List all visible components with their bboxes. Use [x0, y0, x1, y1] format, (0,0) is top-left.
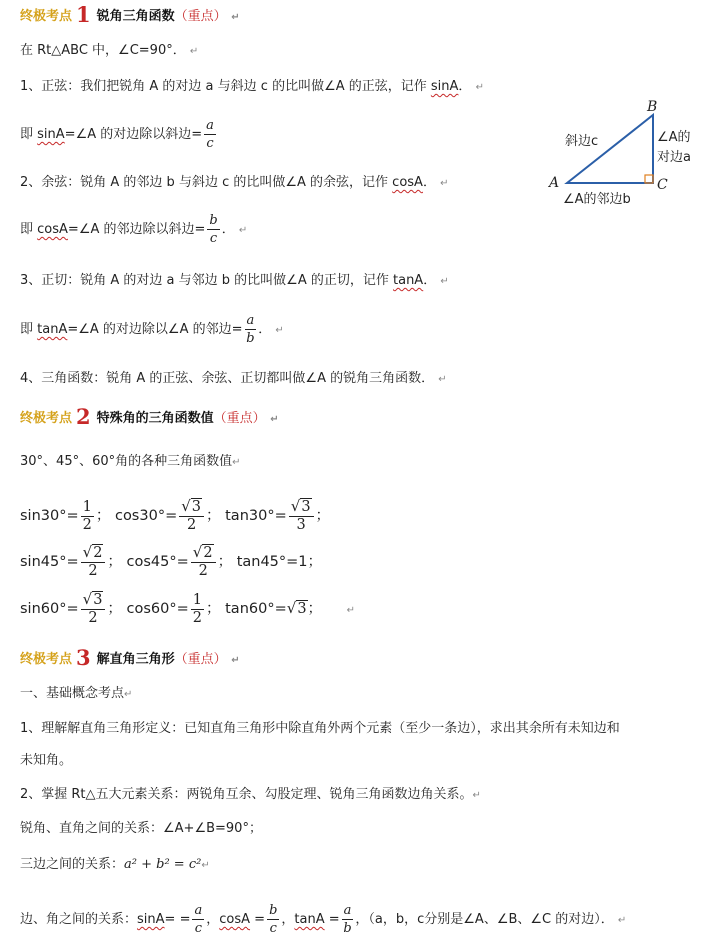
cos30-label: cos30°= [114, 508, 178, 524]
return-mark-icon: ↵ [189, 46, 199, 57]
text: 锐角、直角之间的关系：∠A+∠B=90°； [20, 821, 262, 836]
term-tana: tanA [294, 912, 325, 927]
denominator: c [194, 921, 202, 936]
numerator [179, 498, 204, 517]
separator: ； [217, 554, 233, 570]
term-sina: sinA [37, 127, 65, 142]
denominator: 2 [82, 516, 92, 533]
term-sina: sinA [430, 79, 459, 94]
text: = [250, 912, 266, 927]
text: 一、基础概念考点 [20, 686, 125, 701]
text: ． [423, 273, 437, 288]
numerator [81, 591, 106, 610]
radicand: 3 [297, 601, 307, 617]
sin45-label: sin45°= [20, 554, 79, 570]
return-mark-icon: ↵ [232, 457, 241, 468]
text: 三边之间的关系： [20, 857, 125, 872]
numerator: 1 [82, 498, 92, 515]
sin45-value [81, 544, 106, 580]
denominator: c [209, 231, 218, 246]
opposite-label-line1: ∠A的 [657, 130, 691, 145]
text: 1、理解解直角三角形定义：已知直角三角形中除直角外两个元素（至少一条边），求出其余所有未知边和 [20, 721, 620, 736]
fraction-a-over-b [245, 312, 257, 347]
cos45-value [191, 544, 216, 580]
opposite-label-line2: 对边a [657, 150, 691, 165]
text: =∠A 的对边除以∠A 的邻边= [67, 322, 243, 337]
vertex-c-label: C [657, 177, 668, 193]
s1-intro [20, 42, 198, 61]
s3-angle-relation [20, 820, 262, 838]
separator: ； [107, 554, 122, 570]
s3-definition-line1 [20, 720, 620, 738]
term-cosa: cosA [37, 222, 68, 237]
tan60-label: tan60°= [225, 601, 287, 617]
cos60-label: cos60°= [126, 601, 189, 617]
s3-five-elements [20, 786, 481, 805]
denominator: 2 [192, 609, 203, 626]
s1-tangent-formula [20, 312, 284, 349]
numerator: a [246, 313, 255, 328]
numerator [289, 498, 314, 517]
text: = = [164, 912, 191, 927]
return-mark-icon: ↵ [440, 276, 449, 287]
separator: ； [315, 508, 331, 524]
cos30-value [179, 498, 204, 534]
return-mark-icon: ↵ [275, 325, 284, 336]
numerator: a [343, 903, 352, 918]
fraction-a-over-b [342, 902, 354, 937]
return-mark-icon: ↵ [124, 689, 133, 700]
special-values-row-45 [20, 542, 322, 582]
heading-number: 2 [76, 404, 91, 429]
return-mark-icon: ↵ [440, 178, 449, 189]
s1-sine-def [20, 78, 484, 97]
text: 2、掌握 Rt△五大元素关系：两锐角互余、勾股定理、锐角三角函数边角关系。 [20, 787, 473, 802]
return-mark-icon: ↵ [231, 655, 240, 666]
s1-cosine-formula [20, 212, 247, 249]
s2-intro [20, 453, 241, 472]
return-mark-icon: ↵ [270, 414, 279, 425]
pythagorean-formula: a² + b² = c² [124, 857, 202, 872]
text: = [324, 912, 340, 927]
heading-note: （重点） [213, 411, 266, 426]
heading-number: 3 [76, 645, 91, 670]
denominator: 2 [88, 563, 98, 579]
text: 3、正切：锐角 A 的对边 a 与邻边 b 的比叫做∠A 的正切，记作 [20, 273, 393, 288]
sqrt: √3 [290, 497, 311, 515]
sqrt: √2 [82, 543, 103, 561]
term-sina: sinA [137, 912, 165, 927]
triangle-shape [567, 115, 653, 183]
text: ． [458, 79, 472, 94]
adjacent-label: ∠A的邻边b [563, 192, 631, 207]
separator: ； [95, 508, 111, 524]
s3-side-angle-relation [20, 900, 626, 941]
return-mark-icon: ↵ [346, 605, 356, 616]
heading-note: （重点） [174, 652, 227, 667]
sqrt: √3 [181, 497, 202, 515]
term-tana: tanA [393, 273, 424, 288]
radicand: 3 [191, 499, 202, 515]
numerator: b [269, 903, 278, 918]
radicand: 2 [93, 545, 103, 561]
cos45-label: cos45°= [126, 554, 189, 570]
separator: ； [307, 554, 323, 570]
fraction-b-over-c [207, 212, 219, 247]
denominator: 3 [296, 517, 306, 533]
vertex-b-label: B [647, 99, 658, 115]
denominator: b [246, 331, 255, 346]
return-mark-icon: ↵ [201, 860, 210, 871]
numerator [191, 544, 216, 563]
radicand: 3 [93, 592, 103, 608]
sin60-label: sin60°= [20, 601, 79, 617]
heading-title: 特殊角的三角函数值 [96, 411, 214, 426]
section-heading-3 [20, 645, 240, 670]
text: =∠A 的对边除以斜边= [64, 127, 203, 142]
text: 30°、45°、60°角的各种三角函数值 [20, 454, 233, 469]
denominator: 2 [198, 563, 208, 579]
s1-trig-functions [20, 370, 447, 389]
return-mark-icon: ↵ [438, 374, 447, 385]
separator: ； [206, 508, 221, 524]
denominator: 2 [187, 517, 197, 533]
text: 边、角之间的关系： [20, 912, 138, 927]
denominator: b [343, 921, 352, 936]
numerator: 1 [192, 591, 203, 608]
right-angle-marker [645, 175, 653, 183]
text: ，（a，b，c分别是∠A、∠B、∠C 的对边）． [355, 912, 614, 927]
heading-label: 终极考点 [20, 411, 73, 426]
special-values-row-30 [20, 496, 330, 536]
vertex-a-label: A [549, 175, 560, 191]
return-mark-icon: ↵ [475, 82, 484, 93]
text: =∠A 的邻边除以斜边= [67, 222, 206, 237]
cos60-value [191, 592, 204, 627]
tan30-label: tan30°= [225, 508, 287, 524]
text: 2、余弦：锐角 A 的邻边 b 与斜边 c 的比叫做∠A 的余弦，记作 [20, 175, 393, 190]
term-cosa: cosA [219, 912, 251, 927]
tan60-value: √3 [286, 599, 307, 617]
heading-title: 锐角三角函数 [96, 9, 175, 24]
s3-definition-line2 [20, 752, 72, 770]
section-heading-2 [20, 404, 279, 429]
return-mark-icon: ↵ [617, 915, 627, 926]
s1-sine-formula [20, 117, 218, 153]
sin30-value [81, 499, 94, 534]
return-mark-icon: ↵ [472, 790, 481, 801]
hypotenuse-label: 斜边c [565, 134, 599, 149]
tan45-label: tan45°=1 [236, 554, 308, 570]
separator: ； [307, 601, 323, 617]
s1-tangent-def [20, 272, 449, 291]
separator: ； [206, 601, 221, 617]
fraction-b-over-c [267, 902, 279, 937]
text: ， [281, 912, 295, 927]
special-values-row-60 [20, 588, 355, 631]
s3-basic-concepts [20, 685, 132, 704]
text: 即 [20, 127, 38, 142]
radicand: 3 [301, 499, 311, 515]
text: 1、正弦：我们把锐角 A 的对边 a 与斜边 c 的比叫做∠A 的正弦，记作 [20, 79, 431, 94]
fraction-a-over-c [192, 902, 204, 937]
denominator: c [269, 921, 277, 936]
heading-note: （重点） [174, 9, 227, 24]
heading-title: 解直角三角形 [96, 652, 175, 667]
text: ． [258, 322, 272, 337]
text: ． [422, 175, 436, 190]
separator: ； [107, 601, 122, 617]
numerator: a [194, 903, 203, 918]
sin60-value [81, 591, 106, 627]
text: 即 [20, 222, 38, 237]
s1-cosine-def [20, 174, 449, 193]
numerator: a [206, 118, 214, 133]
fraction-a-over-c [204, 117, 216, 152]
term-tana: tanA [37, 322, 68, 337]
sqrt: √3 [82, 590, 103, 608]
denominator: 2 [88, 610, 98, 626]
text: ． [221, 222, 235, 237]
text: 未知角。 [20, 753, 73, 768]
right-triangle-diagram [545, 95, 705, 215]
denominator: c [206, 136, 214, 151]
heading-label: 终极考点 [20, 652, 73, 667]
text: 4、三角函数：锐角 A 的正弦、余弦、正切都叫做∠A 的锐角三角函数． [20, 371, 435, 386]
numerator: b [209, 213, 218, 228]
heading-label: 终极考点 [20, 9, 73, 24]
sqrt: √2 [192, 543, 213, 561]
sin30-label: sin30°= [20, 508, 79, 524]
s3-side-relation [20, 856, 210, 875]
s1-intro-text: 在 Rt△ABC 中，∠C=90°． [20, 43, 186, 58]
numerator [81, 544, 106, 563]
heading-number: 1 [76, 2, 91, 27]
radicand: 2 [203, 545, 213, 561]
text: ， [206, 912, 220, 927]
term-cosa: cosA [392, 175, 423, 190]
return-mark-icon: ↵ [238, 225, 248, 236]
tan30-value [289, 498, 314, 534]
return-mark-icon: ↵ [231, 12, 240, 23]
section-heading-1 [20, 2, 240, 27]
text: 即 [20, 322, 38, 337]
